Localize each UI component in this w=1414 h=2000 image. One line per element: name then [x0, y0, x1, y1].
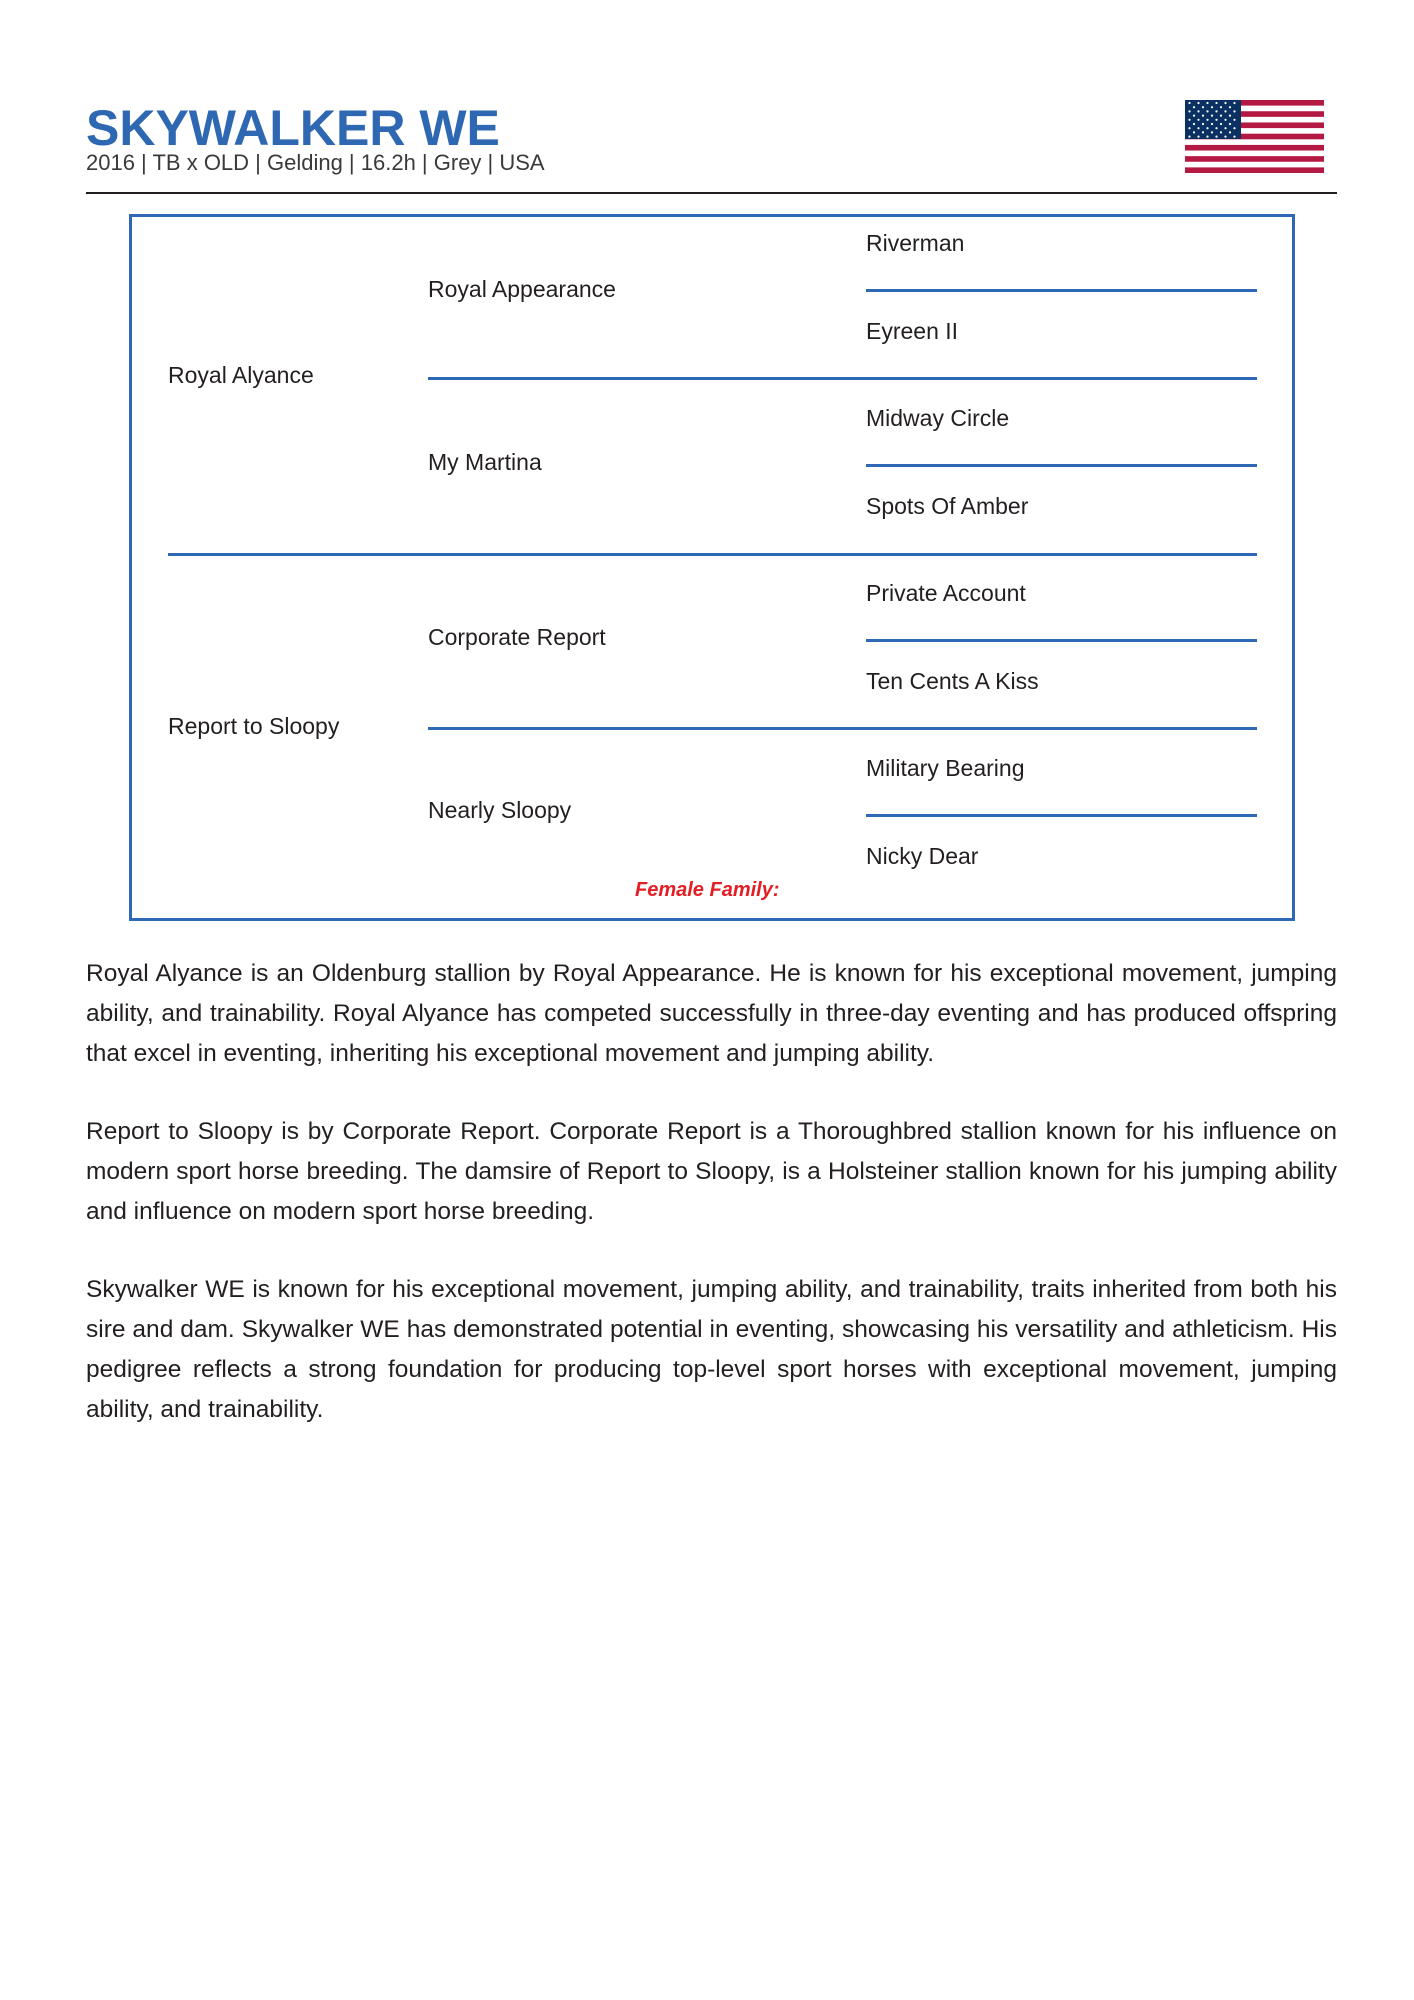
female-family-label: Female Family:	[635, 879, 780, 901]
horse-name-title: SKYWALKER WE	[86, 100, 500, 156]
flag-star	[1193, 115, 1195, 117]
pedigree-dam-sire: Corporate Report	[428, 624, 606, 650]
pedigree-gen3-name: Military Bearing	[866, 755, 1025, 781]
flag-star	[1188, 119, 1190, 121]
flag-star	[1215, 102, 1217, 104]
header-divider	[86, 192, 1337, 194]
pedigree-sire-dam: My Martina	[428, 449, 542, 475]
flag-star	[1206, 136, 1208, 138]
horse-details-subtitle: 2016 | TB x OLD | Gelding | 16.2h | Grey | USA	[86, 150, 545, 175]
flag-star	[1197, 127, 1199, 129]
pedigree-dam: Report to Sloopy	[168, 713, 340, 739]
flag-star	[1197, 119, 1199, 121]
flag-star	[1188, 102, 1190, 104]
flag-stripe	[1185, 145, 1324, 151]
pedigree-divider-gen3	[866, 289, 1257, 292]
flag-star	[1224, 110, 1226, 112]
flag-star	[1211, 123, 1213, 125]
flag-star	[1220, 131, 1222, 133]
pedigree-sire-sire: Royal Appearance	[428, 276, 616, 302]
pedigree-divider-gen2	[428, 727, 1257, 730]
flag-star	[1224, 119, 1226, 121]
flag-star	[1211, 106, 1213, 108]
flag-star	[1233, 136, 1235, 138]
flag-star	[1220, 106, 1222, 108]
description-paragraph: Royal Alyance is an Oldenburg stallion by Royal Appearance. He is known for his exceptional movement, jumping ability, and trainability. Royal Alyance has competed successfully in three-day eventing and has produced offspring that excel in eventing, inheriting his exceptional movement and jumping ability.	[86, 960, 1337, 1067]
pedigree-gen3-name: Riverman	[866, 230, 965, 256]
flag-star	[1215, 119, 1217, 121]
flag-star	[1202, 106, 1204, 108]
flag-star	[1233, 110, 1235, 112]
flag-star	[1202, 123, 1204, 125]
flag-stripe	[1185, 167, 1324, 173]
flag-star	[1229, 131, 1231, 133]
flag-star	[1211, 131, 1213, 133]
pedigree-dam-dam: Nearly Sloopy	[428, 797, 572, 823]
pedigree-gen3-name: Eyreen II	[866, 318, 959, 344]
flag-star	[1206, 110, 1208, 112]
flag-star	[1193, 106, 1195, 108]
flag-star	[1188, 136, 1190, 138]
flag-star	[1220, 115, 1222, 117]
pedigree-gen3-name: Ten Cents A Kiss	[866, 668, 1039, 694]
pedigree-divider-gen3	[866, 814, 1257, 817]
flag-star	[1206, 102, 1208, 104]
pedigree-divider-gen3	[866, 464, 1257, 467]
flag-star	[1224, 102, 1226, 104]
pedigree-divider-gen3	[866, 639, 1257, 642]
pedigree-gen3-name: Nicky Dear	[866, 843, 979, 869]
flag-star	[1193, 131, 1195, 133]
flag-star	[1197, 102, 1199, 104]
pedigree-divider-gen1	[168, 553, 1257, 556]
flag-stripe	[1185, 156, 1324, 162]
flag-star	[1229, 115, 1231, 117]
flag-star	[1206, 127, 1208, 129]
flag-star	[1215, 110, 1217, 112]
flag-star	[1215, 136, 1217, 138]
flag-star	[1188, 110, 1190, 112]
flag-star	[1193, 123, 1195, 125]
flag-star	[1197, 110, 1199, 112]
flag-star	[1224, 127, 1226, 129]
flag-star	[1202, 131, 1204, 133]
flag-star	[1211, 115, 1213, 117]
pedigree-sire: Royal Alyance	[168, 362, 314, 388]
flag-star	[1188, 127, 1190, 129]
flag-star	[1220, 123, 1222, 125]
pedigree-divider-gen2	[428, 377, 1257, 380]
description-paragraph: Report to Sloopy is by Corporate Report. Corporate Report is a Thoroughbred stallion known for his influence on modern sport horse breeding. The damsire of Report to Sloopy, is a Holsteiner stallion known for his jumping ability and influence on modern sport horse breeding.	[86, 1118, 1337, 1225]
description-paragraph: Skywalker WE is known for his exceptional movement, jumping ability, and trainability, traits inherited from both his sire and dam. Skywalker WE has demonstrated potential in eventing, showcasing his versatility and athleticism. His pedigree reflects a strong foundation for producing top-level sport horses with exceptional movement, jumping ability, and trainability.	[86, 1276, 1337, 1423]
flag-star	[1233, 127, 1235, 129]
flag-star	[1202, 115, 1204, 117]
pedigree-gen3-name: Midway Circle	[866, 405, 1010, 431]
pedigree-gen3-name: Private Account	[866, 580, 1026, 606]
usa-flag-icon	[1185, 100, 1324, 173]
flag-star	[1224, 136, 1226, 138]
flag-star	[1229, 123, 1231, 125]
pedigree-gen3-name: Spots Of Amber	[866, 493, 1029, 519]
flag-star	[1233, 102, 1235, 104]
flag-star	[1197, 136, 1199, 138]
flag-star	[1206, 119, 1208, 121]
flag-star	[1215, 127, 1217, 129]
flag-star	[1229, 106, 1231, 108]
flag-star	[1233, 119, 1235, 121]
